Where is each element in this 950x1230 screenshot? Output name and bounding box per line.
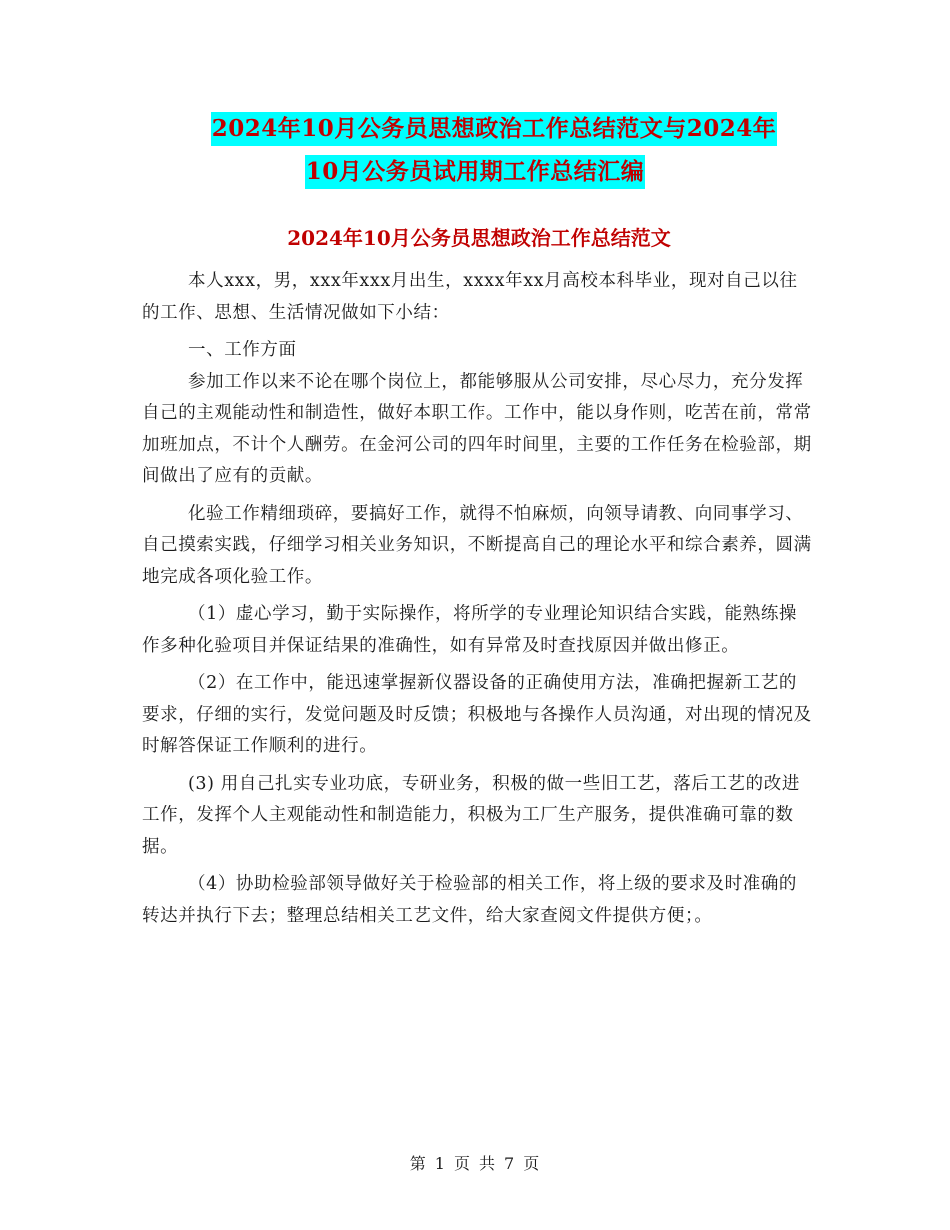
paragraph-item-1: （1）虚心学习，勤于实际操作，将所学的专业理论知识结合实践，能熟练操作多种化验项目并保证结果的准确性，如有异常及时查找原因并做出修正。: [142, 604, 798, 656]
paragraph-intro: 本人xxx，男，xxx年xxx月出生，xxxx年xx月高校本科毕业，现对自己以往的工作、思想、生活情况做如下小结：: [142, 271, 798, 323]
section-title: 2024年10月公务员思想政治工作总结范文: [287, 226, 671, 250]
main-title-line-2: 10月公务员试用期工作总结汇编: [305, 155, 646, 189]
footer-current-page: 1: [434, 1154, 446, 1173]
paragraph-heading-work: 一、工作方面: [188, 340, 297, 360]
paragraph-item-3: (3) 用自己扎实专业功底，专研业务，积极的做一些旧工艺，落后工艺的改进工作，发挥个人主观能动性和制造能力，积极为工厂生产服务，提供准确可靠的数据。: [142, 773, 800, 857]
footer-total-prefix: 共: [479, 1154, 497, 1173]
document-body: [142, 266, 812, 938]
footer-suffix: 页: [523, 1154, 541, 1173]
footer-prefix: 第: [409, 1154, 427, 1173]
paragraph-work-attitude: 参加工作以来不论在哪个岗位上，都能够服从公司安排，尽心尽力，充分发挥自己的主观能动性和制造性，做好本职工作。工作中，能以身作则，吃苦在前，常常加班加点，不计个人酬劳。在金河公司的四年时间里，主要的工作任务在检验部，期间做出了应有的贡献。: [142, 371, 812, 486]
main-title: [0, 112, 950, 198]
paragraph-item-4: （4）协助检验部领导做好关于检验部的相关工作，将上级的要求及时准确的转达并执行下去；整理总结相关工艺文件，给大家查阅文件提供方便；。: [142, 874, 798, 926]
footer-total-pages: 7: [504, 1154, 516, 1173]
page-footer: [0, 1152, 950, 1176]
paragraph-lab-work: 化验工作精细琐碎，要搞好工作，就得不怕麻烦，向领导请教、向同事学习、自己摸索实践，仔细学习相关业务知识，不断提高自己的理论水平和综合素养，圆满地完成各项化验工作。: [142, 503, 812, 587]
footer-middle: 页: [453, 1154, 471, 1173]
main-title-line-1: 2024年10月公务员思想政治工作总结范文与2024年: [211, 112, 778, 146]
paragraph-item-2: （2）在工作中，能迅速掌握新仪器设备的正确使用方法，准确把握新工艺的要求，仔细的实行，发觉问题及时反馈；积极地与各操作人员沟通，对出现的情况及时解答保证工作顺利的进行。: [142, 673, 812, 756]
